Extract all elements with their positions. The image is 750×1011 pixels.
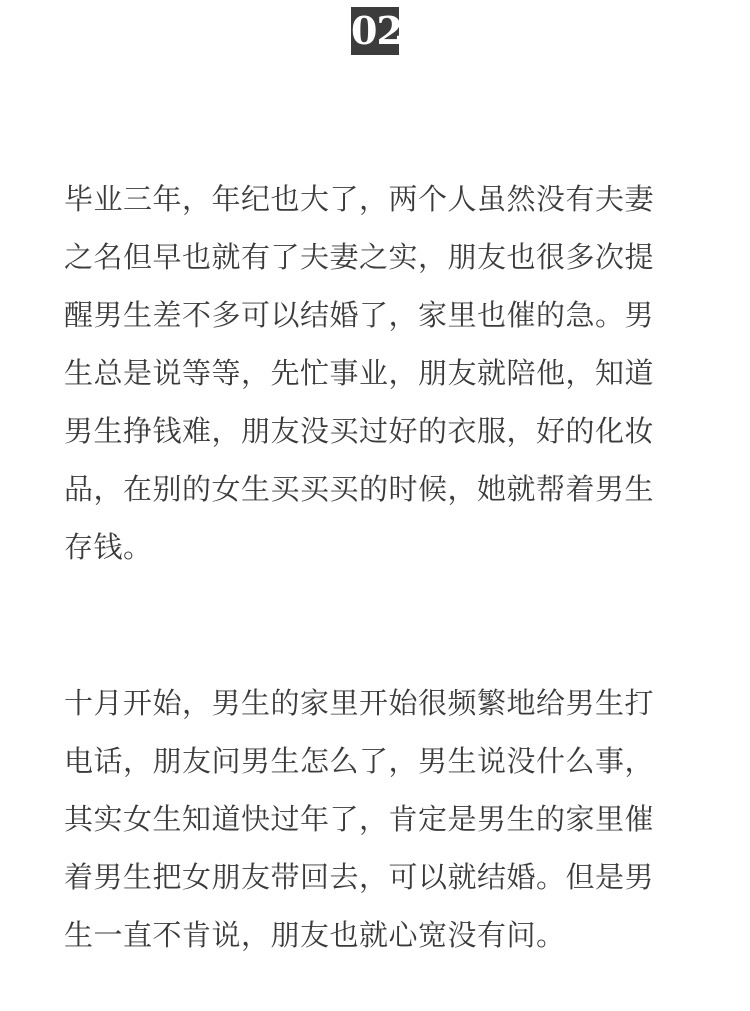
text-line: 存钱。	[64, 530, 153, 564]
paragraph-1	[64, 170, 692, 576]
text-line: 醒男生差不多可以结婚了，家里也催的急。男	[64, 298, 655, 332]
section-number-badge: 02	[351, 8, 402, 53]
text-line: 其实女生知道快过年了，肯定是男生的家里催	[64, 802, 655, 836]
text-line: 之名但早也就有了夫妻之实，朋友也很多次提	[64, 240, 655, 274]
text-line: 生总是说等等，先忙事业，朋友就陪他，知道	[64, 356, 655, 390]
text-line: 着男生把女朋友带回去，可以就结婚。但是男	[64, 860, 655, 894]
text-line: 十月开始，男生的家里开始很频繁地给男生打	[64, 686, 655, 720]
text-line: 毕业三年，年纪也大了，两个人虽然没有夫妻	[64, 182, 655, 216]
paragraph-2	[64, 674, 692, 964]
text-line: 生一直不肯说，朋友也就心宽没有问。	[64, 918, 566, 952]
text-line: 男生挣钱难，朋友没买过好的衣服，好的化妆	[64, 414, 655, 448]
text-line: 电话，朋友问男生怎么了，男生说没什么事，	[64, 744, 655, 778]
text-line: 品，在别的女生买买买的时候，她就帮着男生	[64, 472, 655, 506]
